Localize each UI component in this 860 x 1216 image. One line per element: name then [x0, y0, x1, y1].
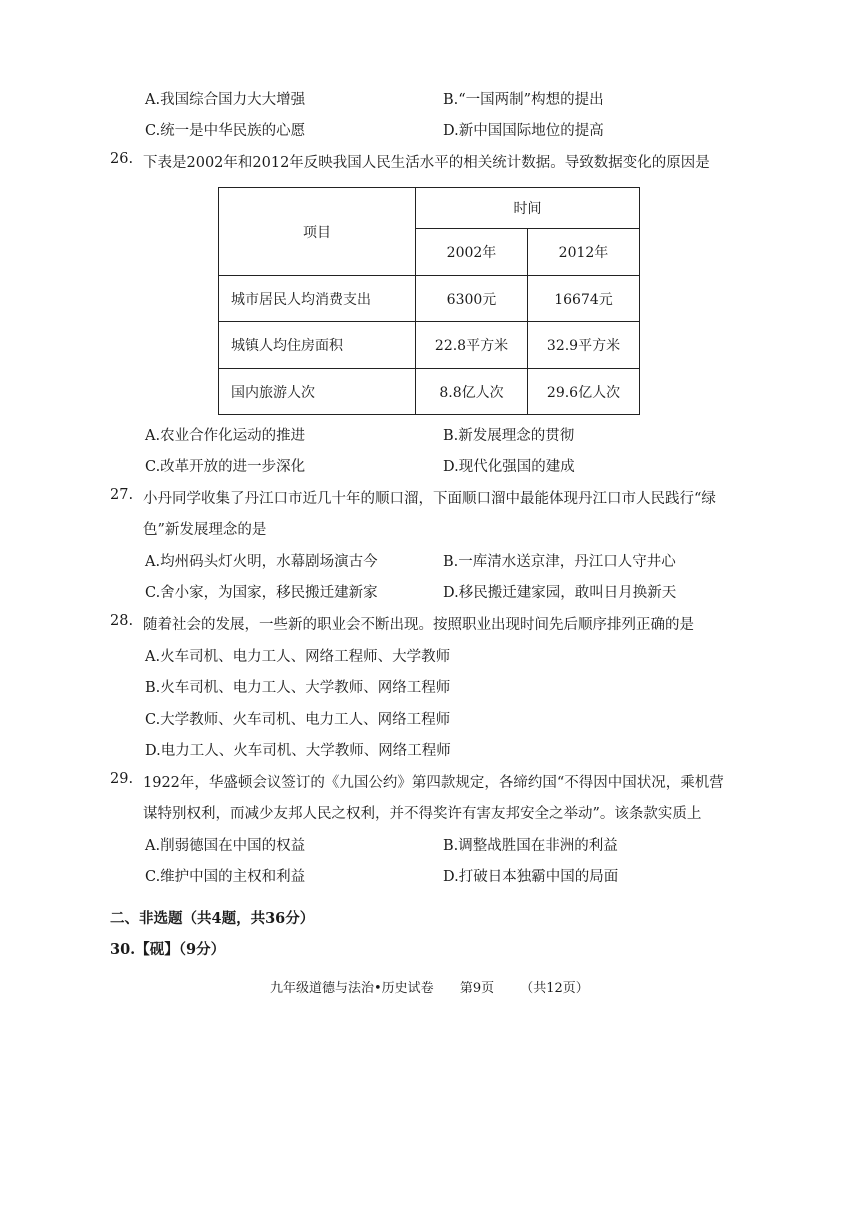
q27-option-b: B.一库清水送京津，丹江口人守井心: [443, 554, 676, 570]
footer-subject: 九年级道德与法治•历史试卷: [270, 981, 434, 996]
table-cell: 22.8平方米: [416, 322, 528, 369]
table-header-year-2002: 2002年: [416, 229, 528, 276]
q28-option-d: D.电力工人、火车司机、大学教师、网络工程师: [145, 743, 451, 759]
q28-stem: 随着社会的发展，一些新的职业会不断出现。按照职业出现时间先后顺序排列正确的是: [143, 617, 694, 633]
q27-number: 27.: [110, 487, 134, 503]
table-cell: 6300元: [416, 276, 528, 322]
q26-option-b: B.新发展理念的贯彻: [443, 428, 575, 444]
q25-option-a: A.我国综合国力大大增强: [145, 92, 306, 108]
q27-option-c: C.舍小家，为国家，移民搬迁建新家: [145, 585, 378, 601]
q26-stem: 下表是2002年和2012年反映我国人民生活水平的相关统计数据。导致数据变化的原因是: [143, 155, 710, 171]
page-footer: [270, 977, 611, 996]
table-row-label: 城市居民人均消费支出: [219, 276, 416, 322]
q26-option-c: C.改革开放的进一步深化: [145, 459, 306, 475]
q29-option-d: D.打破日本独霸中国的局面: [443, 869, 619, 885]
q29-stem-line2: 谋特别权利，而减少友邦人民之权利，并不得奖许有害友邦安全之举动”。该条款实质上: [143, 806, 702, 822]
table-cell: 29.6亿人次: [528, 369, 640, 415]
q28-option-c: C.大学教师、火车司机、电力工人、网络工程师: [145, 712, 451, 728]
table-row-label: 国内旅游人次: [219, 369, 416, 415]
q29-option-b: B.调整战胜国在非洲的利益: [443, 838, 618, 854]
q25-option-b: B.“一国两制”构想的提出: [443, 92, 604, 108]
q27-option-d: D.移民搬迁建家园，敢叫日月换新天: [443, 585, 677, 601]
table-row-label: 城镇人均住房面积: [219, 322, 416, 369]
q26-option-d: D.现代化强国的建成: [443, 459, 575, 475]
table-header-year-2012: 2012年: [528, 229, 640, 276]
q28-option-b: B.火车司机、电力工人、大学教师、网络工程师: [145, 680, 451, 696]
q28-option-a: A.火车司机、电力工人、网络工程师、大学教师: [145, 649, 451, 665]
living-standard-table: [218, 187, 640, 415]
q27-stem-line1: 小丹同学收集了丹江口市近几十年的顺口溜，下面顺口溜中最能体现丹江口市人民践行“绿: [143, 491, 716, 507]
table-row: [219, 322, 640, 369]
table-row: [219, 369, 640, 415]
q28-number: 28.: [110, 613, 134, 629]
footer-total-pages: （共12页）: [520, 981, 589, 996]
q26-option-a: A.农业合作化运动的推进: [145, 428, 306, 444]
table-header-item: 项目: [219, 188, 416, 276]
section-heading: 二、非选题（共4题，共36分）: [110, 910, 315, 927]
table-row: [219, 276, 640, 322]
table-cell: 16674元: [528, 276, 640, 322]
q27-stem-line2: 色”新发展理念的是: [143, 522, 267, 538]
q25-option-d: D.新中国国际地位的提高: [443, 123, 604, 139]
q29-option-c: C.维护中国的主权和利益: [145, 869, 306, 885]
q26-number: 26.: [110, 151, 134, 167]
table-header-time: 时间: [416, 188, 640, 229]
q29-option-a: A.削弱德国在中国的权益: [145, 838, 306, 854]
q29-number: 29.: [110, 771, 134, 787]
q30-heading: 30.【砚】（9分）: [110, 941, 226, 958]
q25-option-c: C.统一是中华民族的心愿: [145, 123, 306, 139]
table-cell: 32.9平方米: [528, 322, 640, 369]
q29-stem-line1: 1922年，华盛顿会议签订的《九国公约》第四款规定，各缔约国“不得因中国状况，乘机营: [143, 775, 724, 791]
table-cell: 8.8亿人次: [416, 369, 528, 415]
q27-option-a: A.均州码头灯火明，水幕剧场演古今: [145, 554, 378, 570]
footer-page-number: 第9页: [459, 981, 495, 996]
